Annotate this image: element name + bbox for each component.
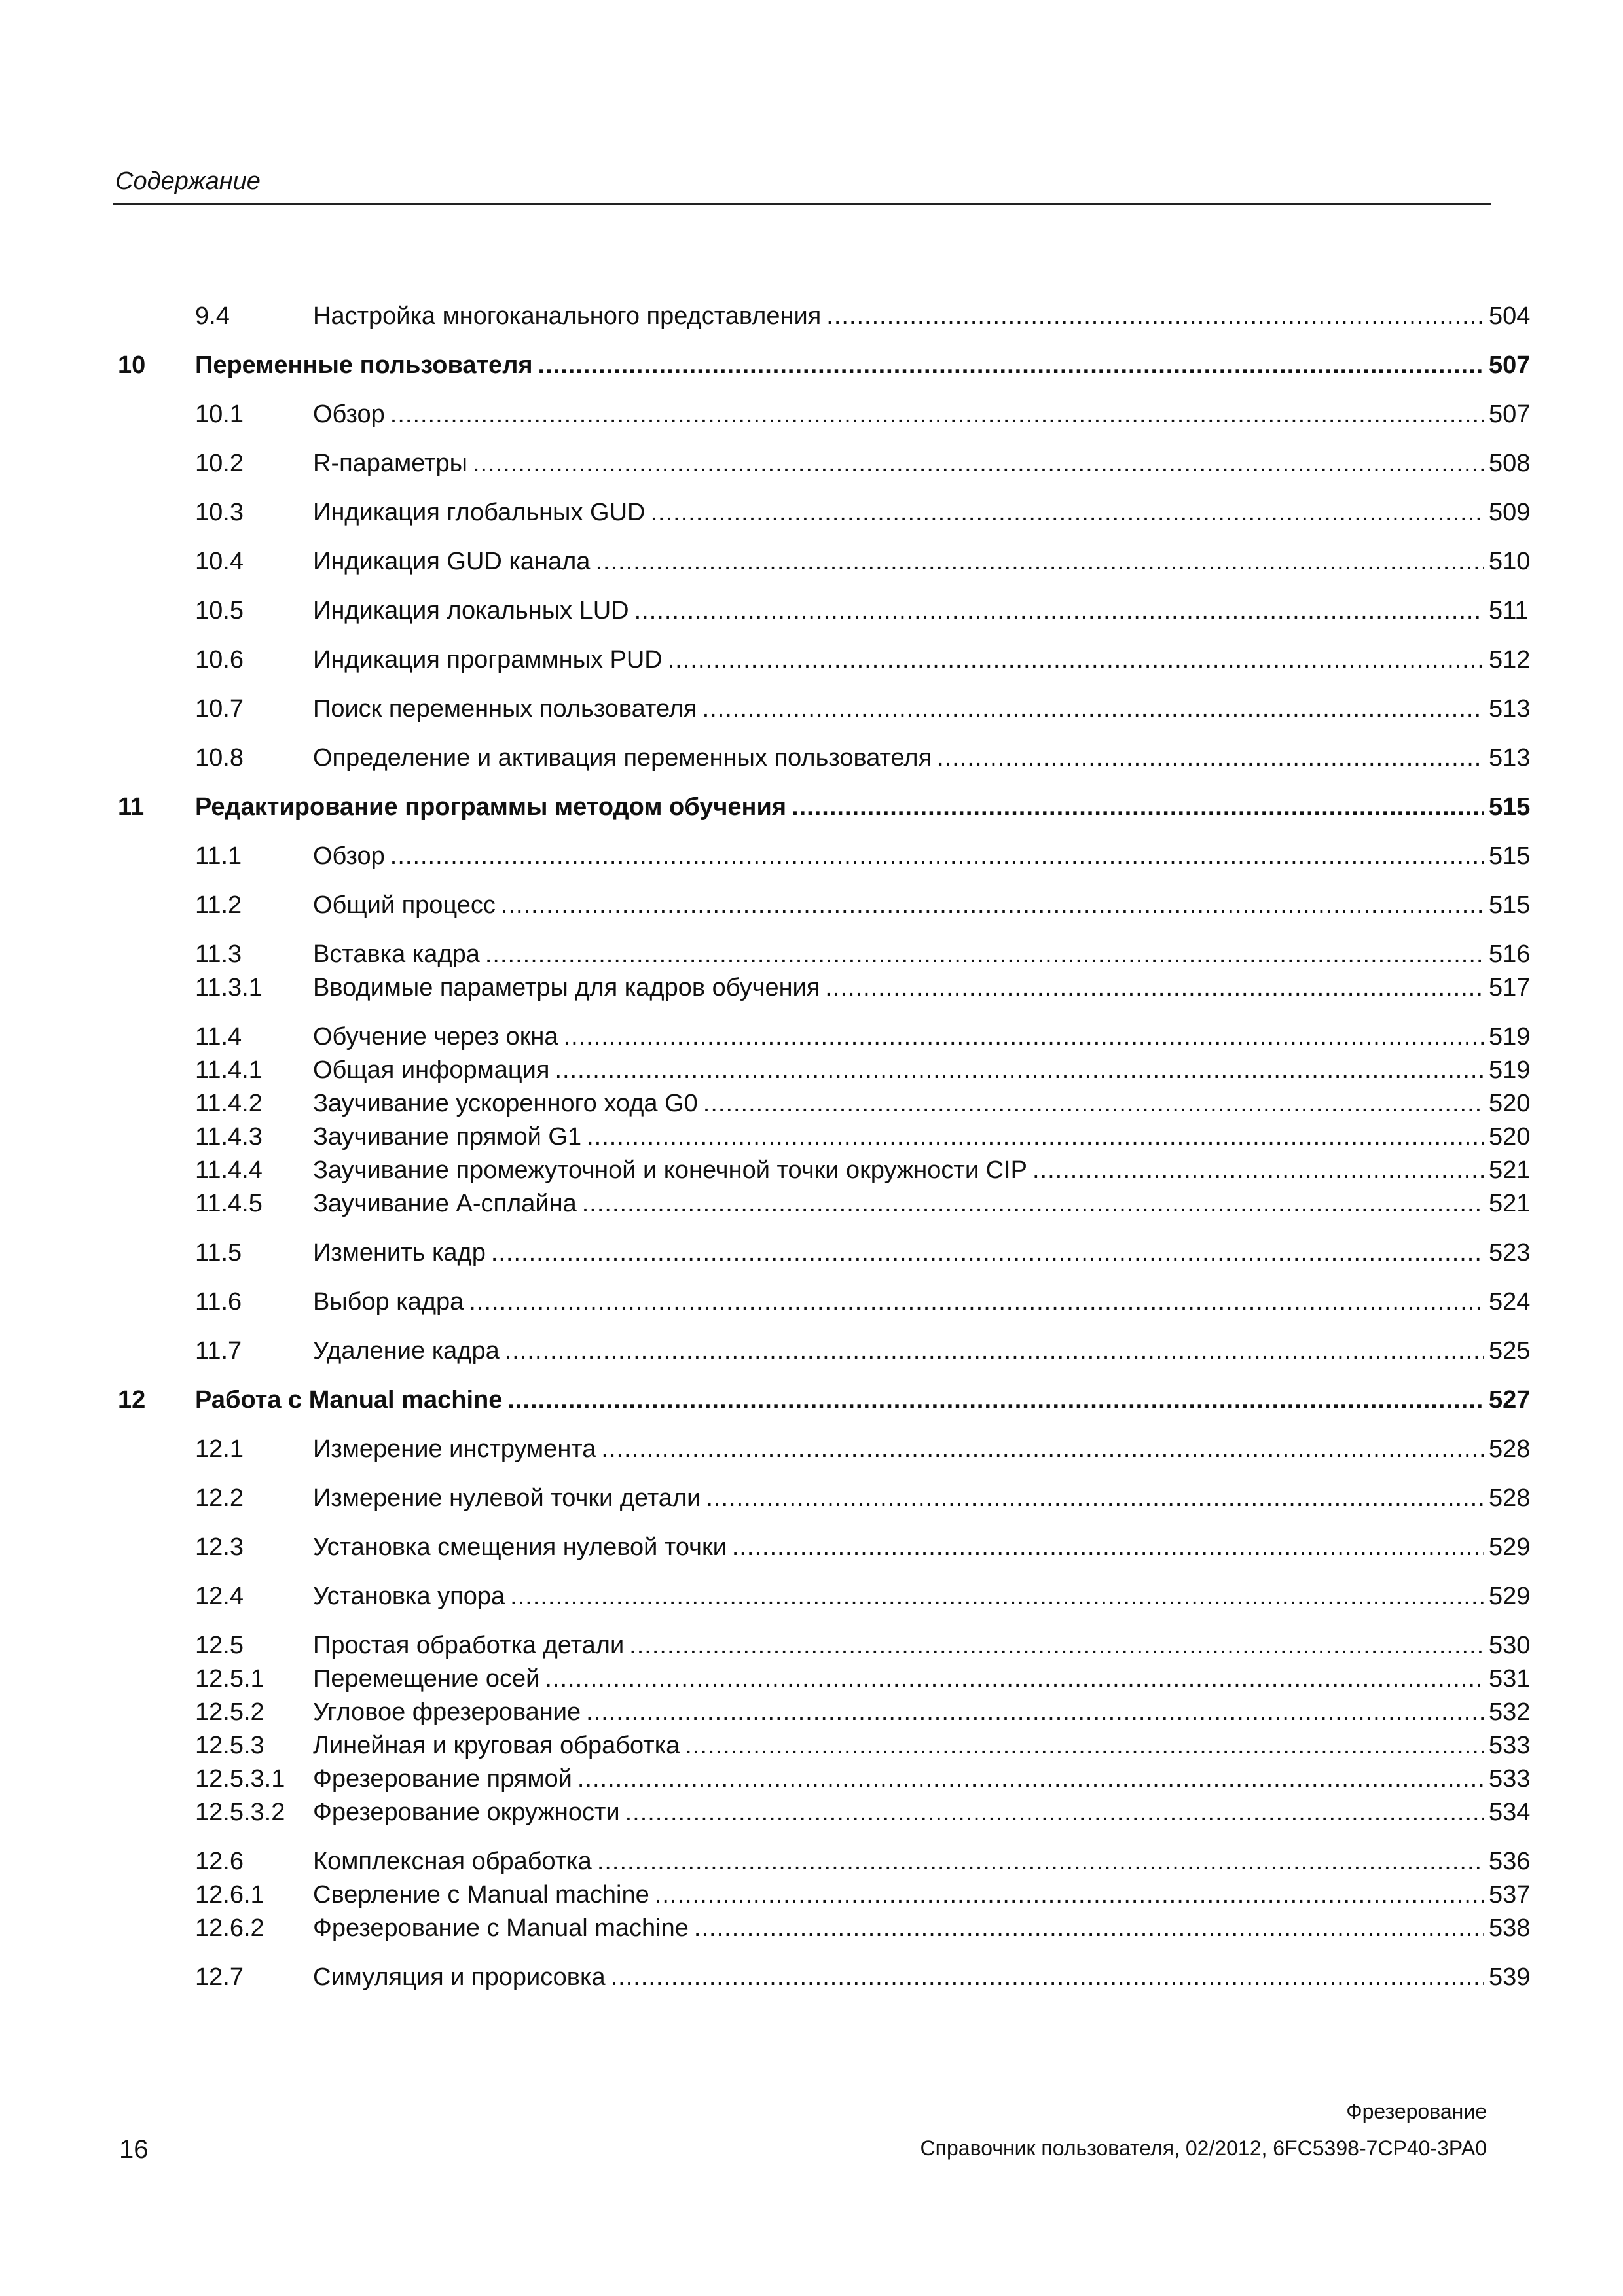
- toc-entry-page: 521: [1489, 1190, 1531, 1217]
- toc-leader-dots: [586, 1696, 1484, 1729]
- toc-entry-title: Определение и активация переменных пользователя: [313, 744, 932, 772]
- toc-entry-title: Выбор кадра: [313, 1288, 464, 1316]
- toc-entry-page: 525: [1489, 1337, 1531, 1365]
- toc-leader-dots: [634, 594, 1484, 628]
- toc-entry-page: 507: [1489, 351, 1531, 379]
- toc-leader-dots: [390, 840, 1484, 873]
- toc-entry-title: Обучение через окна: [313, 1023, 558, 1050]
- toc-entry-page: 513: [1489, 695, 1531, 723]
- footer-document-info: Справочник пользователя, 02/2012, 6FC5398-7CP40-3PA0: [920, 2136, 1487, 2160]
- toc-entry-title: Фрезерование с Manual machine: [313, 1914, 689, 1942]
- toc-entry-page: 512: [1489, 646, 1531, 673]
- toc-entry-number: 11.2: [195, 891, 242, 919]
- toc-entry-page: 516: [1489, 941, 1531, 968]
- toc-entry-number: 10.4: [195, 548, 244, 575]
- toc-entry-number: 9.4: [195, 302, 230, 330]
- toc-entry-page: 515: [1489, 891, 1531, 919]
- toc-entry[interactable]: [0, 1154, 1623, 1187]
- toc-leader-dots: [650, 496, 1484, 529]
- toc-entry-page: 532: [1489, 1698, 1531, 1726]
- toc-leader-dots: [703, 1087, 1484, 1121]
- toc-leader-dots: [825, 971, 1484, 1005]
- toc-entry[interactable]: [0, 1531, 1623, 1564]
- toc-entry-title-line: [195, 349, 1484, 382]
- toc-entry-number: 11.4.4: [195, 1157, 263, 1184]
- toc-entry-page: 515: [1489, 793, 1531, 821]
- toc-leader-dots: [538, 349, 1484, 382]
- toc-entry[interactable]: [0, 1912, 1623, 1945]
- toc-entry-title-line: [313, 1912, 1484, 1945]
- toc-entry-title: Простая обработка детали: [313, 1632, 625, 1659]
- toc-entry-title-line: [313, 1054, 1484, 1087]
- toc-entry-title: Поиск переменных пользователя: [313, 695, 697, 723]
- toc-entry-number: 11.3.1: [195, 974, 263, 1001]
- toc-entry-title: Установка упора: [313, 1583, 505, 1610]
- toc-entry-title: Переменные пользователя: [195, 351, 533, 379]
- toc-entry-number: 12.5.3: [195, 1732, 264, 1759]
- toc-leader-dots: [501, 889, 1484, 922]
- toc-leader-dots: [390, 398, 1484, 431]
- toc-entry-title: Общая информация: [313, 1056, 550, 1084]
- toc-entry-page: 504: [1489, 302, 1531, 330]
- toc-leader-dots: [937, 742, 1484, 775]
- toc-entry-page: 537: [1489, 1881, 1531, 1909]
- toc-entry-number: 10.3: [195, 499, 244, 526]
- toc-entry-title: Удаление кадра: [313, 1337, 500, 1365]
- toc-entry-title: Индикация глобальных GUD: [313, 499, 646, 526]
- toc-leader-dots: [625, 1796, 1484, 1829]
- toc-entry-page: 513: [1489, 744, 1531, 772]
- toc-entry-title-line: [313, 692, 1484, 726]
- toc-entry-number: 11.4.3: [195, 1123, 263, 1151]
- toc-entry-title-line: [313, 1878, 1484, 1912]
- toc-entry[interactable]: [0, 1845, 1623, 1878]
- toc-leader-dots: [685, 1729, 1484, 1763]
- toc-leader-dots: [545, 1662, 1484, 1696]
- toc-entry-title: Установка смещения нулевой точки: [313, 1534, 727, 1561]
- toc-leader-dots: [611, 1961, 1484, 1994]
- toc-entry[interactable]: [0, 1433, 1623, 1466]
- toc-entry-number: 10.5: [195, 597, 244, 624]
- toc-entry[interactable]: [0, 1878, 1623, 1912]
- toc-entry[interactable]: [0, 447, 1623, 480]
- toc-entry-title: Редактирование программы методом обучения: [195, 793, 787, 821]
- toc-entry[interactable]: [0, 398, 1623, 431]
- toc-entry[interactable]: [0, 1020, 1623, 1054]
- toc-leader-dots: [510, 1580, 1484, 1613]
- toc-entry-number: 11.5: [195, 1239, 242, 1266]
- toc-leader-dots: [577, 1763, 1484, 1796]
- toc-leader-dots: [706, 1482, 1484, 1515]
- toc-entry-title: Работа с Manual machine: [195, 1386, 503, 1414]
- toc-entry-number: 12.5.1: [195, 1665, 264, 1693]
- toc-entry[interactable]: [0, 938, 1623, 971]
- toc-entry[interactable]: [0, 1335, 1623, 1368]
- toc-entry-number: 11.4.5: [195, 1190, 263, 1217]
- toc-entry-title: Угловое фрезерование: [313, 1698, 581, 1726]
- toc-leader-dots: [668, 643, 1484, 677]
- toc-entry-page: 515: [1489, 842, 1531, 870]
- toc-entry[interactable]: [0, 545, 1623, 579]
- toc-entry-title-line: [313, 889, 1484, 922]
- toc-entry[interactable]: [0, 1187, 1623, 1221]
- toc-entry-title-line: [313, 447, 1484, 480]
- toc-entry-number: 11.4.2: [195, 1090, 263, 1117]
- toc-entry-page: 521: [1489, 1157, 1531, 1184]
- toc-leader-dots: [485, 938, 1484, 971]
- toc-entry-title-line: [313, 1961, 1484, 1994]
- toc-entry-number: 12: [118, 1386, 146, 1414]
- toc-leader-dots: [473, 447, 1484, 480]
- toc-entry[interactable]: [0, 840, 1623, 873]
- toc-entry-number: 11.4.1: [195, 1056, 263, 1084]
- toc-entry-number: 10.1: [195, 401, 244, 428]
- toc-entry-title: Заучивание промежуточной и конечной точки окружности CIP: [313, 1157, 1027, 1184]
- toc-entry[interactable]: [0, 1285, 1623, 1319]
- toc-entry-number: 10.2: [195, 450, 244, 477]
- toc-entry-title: Перемещение осей: [313, 1665, 540, 1693]
- toc-entry[interactable]: [0, 1961, 1623, 1994]
- toc-leader-dots: [555, 1054, 1484, 1087]
- toc-entry-page: 529: [1489, 1534, 1531, 1561]
- toc-entry-title: Заучивание прямой G1: [313, 1123, 582, 1151]
- toc-entry-title: Вводимые параметры для кадров обучения: [313, 974, 820, 1001]
- toc-entry-title: Вставка кадра: [313, 941, 480, 968]
- toc-entry-page: 534: [1489, 1799, 1531, 1826]
- header-title: Содержание: [115, 168, 261, 195]
- toc-entry[interactable]: [0, 971, 1623, 1005]
- toc-entry-title: Заучивание ускоренного хода G0: [313, 1090, 698, 1117]
- toc-entry-title-line: [313, 1531, 1484, 1564]
- toc-entry[interactable]: [0, 1087, 1623, 1121]
- toc-entry-page: 527: [1489, 1386, 1531, 1414]
- toc-entry-title-line: [313, 1087, 1484, 1121]
- toc-leader-dots: [595, 545, 1484, 579]
- toc-entry[interactable]: [0, 643, 1623, 677]
- toc-entry-number: 11.3: [195, 941, 242, 968]
- toc-entry-page: 519: [1489, 1056, 1531, 1084]
- toc-entry-title-line: [313, 1629, 1484, 1662]
- toc-entry-title-line: [313, 840, 1484, 873]
- toc-entry-title-line: [313, 1482, 1484, 1515]
- toc-entry-title-line: [313, 1696, 1484, 1729]
- toc-entry-number: 12.7: [195, 1964, 244, 1991]
- toc-entry-title: Настройка многоканального представления: [313, 302, 822, 330]
- toc-entry-page: 507: [1489, 401, 1531, 428]
- toc-chapter-entry[interactable]: [0, 1384, 1623, 1417]
- toc-leader-dots: [582, 1187, 1484, 1221]
- toc-entry-number: 11: [118, 793, 145, 821]
- toc-entry-title-line: [313, 1796, 1484, 1829]
- toc-leader-dots: [694, 1912, 1484, 1945]
- toc-entry-number: 11.6: [195, 1288, 242, 1316]
- toc-entry-title-line: [313, 1187, 1484, 1221]
- toc-entry-page: 509: [1489, 499, 1531, 526]
- toc-entry-title-line: [313, 1845, 1484, 1878]
- toc-entry[interactable]: [0, 1662, 1623, 1696]
- toc-entry-title: Заучивание A-сплайна: [313, 1190, 577, 1217]
- toc-entry[interactable]: [0, 1729, 1623, 1763]
- toc-entry-number: 11.1: [195, 842, 242, 870]
- toc-entry[interactable]: [0, 1796, 1623, 1829]
- toc-entry[interactable]: [0, 1054, 1623, 1087]
- toc-entry-title-line: [313, 643, 1484, 677]
- toc-entry[interactable]: [0, 496, 1623, 529]
- toc-entry-title-line: [313, 594, 1484, 628]
- toc-leader-dots: [826, 300, 1484, 333]
- toc-entry-title-line: [313, 1433, 1484, 1466]
- toc-entry-number: 10.7: [195, 695, 244, 723]
- toc-entry-number: 12.6.1: [195, 1881, 264, 1909]
- toc-entry-title: Изменить кадр: [313, 1239, 486, 1266]
- toc-leader-dots: [629, 1629, 1484, 1662]
- toc-entry-title-line: [313, 742, 1484, 775]
- toc-entry[interactable]: [0, 692, 1623, 726]
- toc-entry-title-line: [195, 1384, 1484, 1417]
- toc-entry-page: 528: [1489, 1435, 1531, 1463]
- toc-entry-title-line: [313, 1662, 1484, 1696]
- toc-entry-title: Комплексная обработка: [313, 1848, 592, 1875]
- toc-entry-page: 530: [1489, 1632, 1531, 1659]
- toc-entry-page: 523: [1489, 1239, 1531, 1266]
- toc-leader-dots: [491, 1236, 1484, 1270]
- toc-entry-page: 533: [1489, 1732, 1531, 1759]
- toc-entry[interactable]: [0, 1236, 1623, 1270]
- toc-leader-dots: [507, 1384, 1484, 1417]
- toc-entry-title-line: [313, 398, 1484, 431]
- toc-entry-title: Линейная и круговая обработка: [313, 1732, 680, 1759]
- toc-entry-title: Обзор: [313, 401, 385, 428]
- toc-leader-dots: [702, 692, 1484, 726]
- toc-entry-page: 520: [1489, 1090, 1531, 1117]
- toc-entry-number: 12.5.2: [195, 1698, 264, 1726]
- toc-entry-title: Фрезерование окружности: [313, 1799, 620, 1826]
- toc-leader-dots: [732, 1531, 1484, 1564]
- footer-page-number: 16: [119, 2135, 149, 2164]
- toc-entry-number: 12.3: [195, 1534, 244, 1561]
- table-of-contents: [0, 300, 1623, 1994]
- toc-entry-title-line: [313, 1236, 1484, 1270]
- toc-entry-title-line: [195, 791, 1484, 824]
- toc-entry-page: 510: [1489, 548, 1531, 575]
- toc-entry-page: 536: [1489, 1848, 1531, 1875]
- toc-entry-number: 12.6: [195, 1848, 244, 1875]
- toc-entry-title-line: [313, 1285, 1484, 1319]
- toc-entry-number: 12.5: [195, 1632, 244, 1659]
- toc-entry-page: 524: [1489, 1288, 1531, 1316]
- page-header: [113, 164, 1491, 205]
- toc-leader-dots: [564, 1020, 1484, 1054]
- toc-entry-title: Измерение инструмента: [313, 1435, 596, 1463]
- toc-entry-page: 511: [1489, 597, 1529, 624]
- toc-chapter-entry[interactable]: [0, 349, 1623, 382]
- toc-entry-title-line: [313, 1020, 1484, 1054]
- toc-entry-title-line: [313, 1335, 1484, 1368]
- toc-leader-dots: [597, 1845, 1484, 1878]
- toc-leader-dots: [587, 1121, 1484, 1154]
- toc-entry-number: 11.4: [195, 1023, 242, 1050]
- toc-entry-number: 12.1: [195, 1435, 244, 1463]
- toc-entry-title-line: [313, 496, 1484, 529]
- toc-entry-page: 528: [1489, 1484, 1531, 1512]
- toc-entry-page: 529: [1489, 1583, 1531, 1610]
- toc-chapter-entry[interactable]: [0, 791, 1623, 824]
- toc-entry-title: Индикация программных PUD: [313, 646, 663, 673]
- toc-entry-title-line: [313, 938, 1484, 971]
- toc-entry-title: Общий процесс: [313, 891, 496, 919]
- toc-entry-number: 11.7: [195, 1337, 242, 1365]
- toc-entry[interactable]: [0, 1121, 1623, 1154]
- toc-entry-number: 10.8: [195, 744, 244, 772]
- toc-entry-page: 533: [1489, 1765, 1531, 1793]
- toc-entry[interactable]: [0, 889, 1623, 922]
- toc-entry-title-line: [313, 1154, 1484, 1187]
- toc-entry-number: 12.5.3.2: [195, 1799, 285, 1826]
- toc-entry[interactable]: [0, 1580, 1623, 1613]
- toc-entry-page: 538: [1489, 1914, 1531, 1942]
- toc-entry-page: 520: [1489, 1123, 1531, 1151]
- toc-entry-page: 519: [1489, 1023, 1531, 1050]
- toc-entry-title-line: [313, 545, 1484, 579]
- toc-entry[interactable]: [0, 742, 1623, 775]
- toc-entry-number: 12.2: [195, 1484, 244, 1512]
- toc-entry-title: Индикация GUD канала: [313, 548, 591, 575]
- toc-leader-dots: [1032, 1154, 1484, 1187]
- toc-entry-number: 10: [118, 351, 146, 379]
- toc-entry-number: 12.5.3.1: [195, 1765, 285, 1793]
- toc-leader-dots: [469, 1285, 1484, 1319]
- toc-entry[interactable]: [0, 1763, 1623, 1796]
- toc-entry-title-line: [313, 1580, 1484, 1613]
- toc-entry-title: Измерение нулевой точки детали: [313, 1484, 701, 1512]
- toc-entry[interactable]: [0, 1629, 1623, 1662]
- toc-entry[interactable]: [0, 300, 1623, 333]
- toc-entry-title: Сверление с Manual machine: [313, 1881, 649, 1909]
- toc-entry-page: 517: [1489, 974, 1531, 1001]
- toc-entry-title-line: [313, 1729, 1484, 1763]
- toc-entry-title: Индикация локальных LUD: [313, 597, 629, 624]
- toc-entry[interactable]: [0, 1482, 1623, 1515]
- toc-entry-number: 12.4: [195, 1583, 244, 1610]
- toc-entry-title: Фрезерование прямой: [313, 1765, 572, 1793]
- toc-entry-title: Симуляция и прорисовка: [313, 1964, 606, 1991]
- toc-leader-dots: [655, 1878, 1484, 1912]
- toc-leader-dots: [792, 791, 1484, 824]
- toc-leader-dots: [505, 1335, 1484, 1368]
- toc-entry-title-line: [313, 1763, 1484, 1796]
- toc-entry-page: 508: [1489, 450, 1531, 477]
- toc-entry[interactable]: [0, 1696, 1623, 1729]
- toc-entry-page: 531: [1489, 1665, 1531, 1693]
- toc-leader-dots: [601, 1433, 1484, 1466]
- toc-entry-title-line: [313, 300, 1484, 333]
- toc-entry-page: 539: [1489, 1964, 1531, 1991]
- toc-entry[interactable]: [0, 594, 1623, 628]
- toc-entry-title-line: [313, 1121, 1484, 1154]
- toc-entry-number: 12.6.2: [195, 1914, 264, 1942]
- toc-entry-title: Обзор: [313, 842, 385, 870]
- toc-entry-number: 10.6: [195, 646, 244, 673]
- footer-label: Фрезерование: [1346, 2100, 1487, 2123]
- toc-entry-title-line: [313, 971, 1484, 1005]
- toc-entry-title: R-параметры: [313, 450, 467, 477]
